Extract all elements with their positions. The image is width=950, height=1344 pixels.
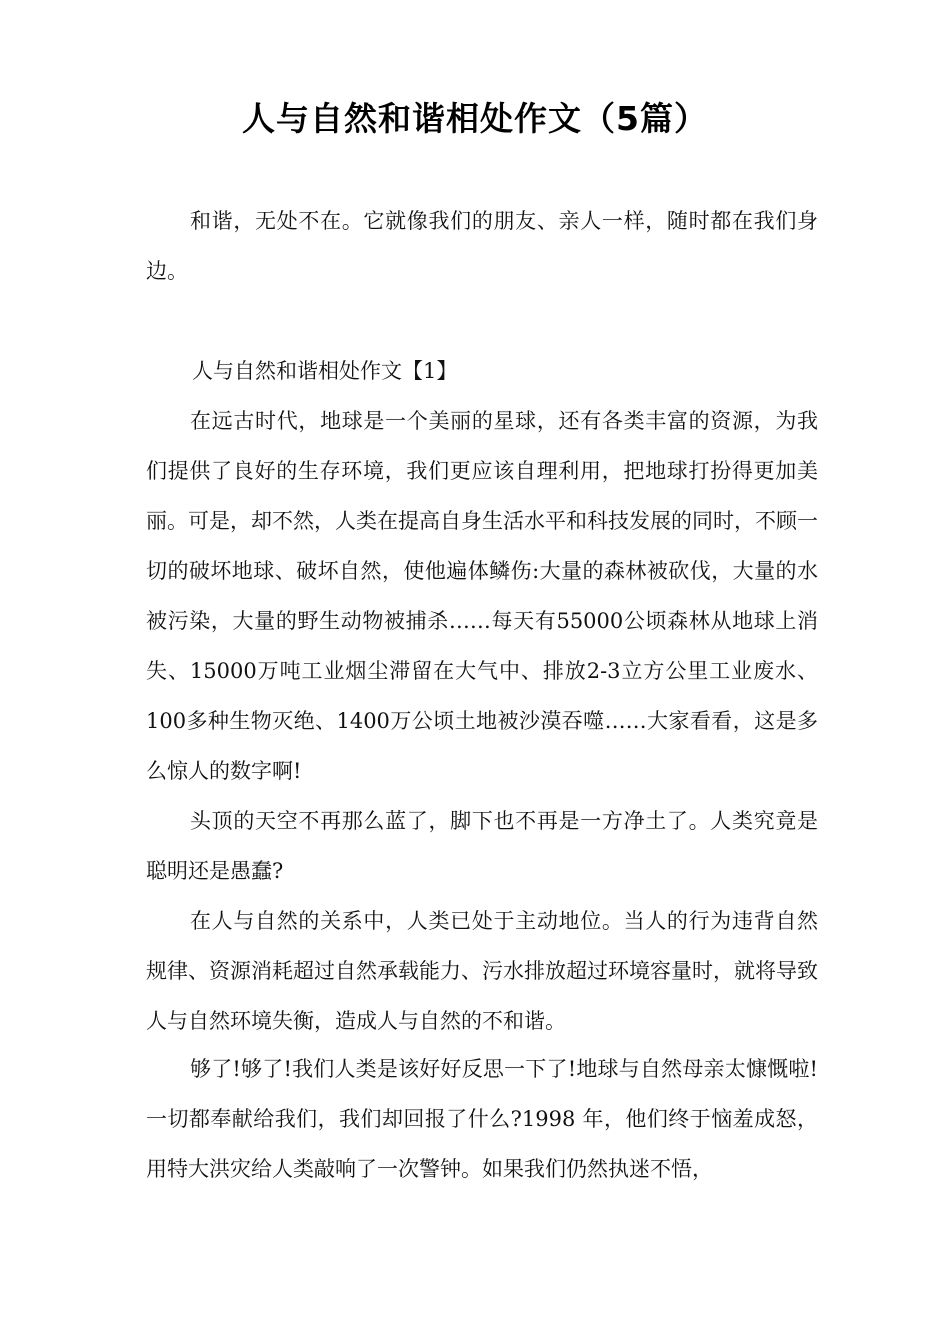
document-title: 人与自然和谐相处作文（5篇） (242, 99, 708, 138)
body-paragraph-4: 够了!够了!我们人类是该好好反思一下了!地球与自然母亲太慷慨啦!一切都奉献给我们，我们却回报了什么?1998 年，他们终于恼羞成怒，用特大洪灾给人类敲响了一次警钟。如果我们仍然执迷不悟， (146, 1057, 818, 1181)
body-paragraph-3: 在人与自然的关系中，人类已处于主动地位。当人的行为违背自然规律、资源消耗超过自然承载能力、污水排放超过环境容量时，就将导致人与自然环境失衡，造成人与自然的不和谐。 (146, 909, 818, 1033)
body-paragraph-1: 在远古时代，地球是一个美丽的星球，还有各类丰富的资源，为我们提供了良好的生存环境，我们更应该自理利用，把地球打扮得更加美丽。可是，却不然，人类在提高自身生活水平和科技发展的同时，不顾一切的破坏地球、破坏自然，使他遍体鳞伤:大量的森林被砍伐，大量的水被污染，大量的野生动物被捕杀……每天有55000公顷森林从地球上消失、15000万吨工业烟尘滞留在大气中、排放2-3立方公里工业废水、100多种生物灭绝、1400万公顷土地被沙漠吞噬……大家看看，这是多么惊人的数字啊! (146, 409, 818, 783)
intro-paragraph: 和谐，无处不在。它就像我们的朋友、亲人一样，随时都在我们身边。 (146, 209, 818, 283)
body-paragraph-2: 头顶的天空不再那么蓝了，脚下也不再是一方净土了。人类究竟是聪明还是愚蠢? (146, 809, 818, 883)
section-heading: 人与自然和谐相处作文【1】 (192, 359, 458, 383)
